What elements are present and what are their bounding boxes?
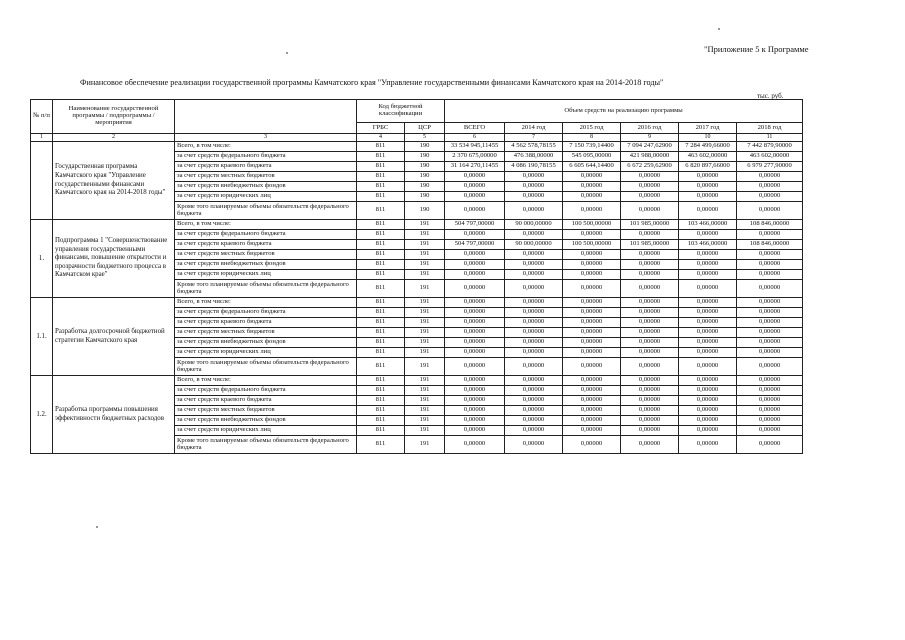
csr-cell: 191 bbox=[405, 240, 445, 250]
year-2016-cell: 0,00000 bbox=[621, 250, 679, 260]
total-cell: 0,00000 bbox=[445, 182, 505, 192]
total-cell: 0,00000 bbox=[445, 318, 505, 328]
year-2015-cell: 0,00000 bbox=[563, 426, 621, 436]
column-number: 7 bbox=[505, 134, 563, 142]
year-2014-cell: 0,00000 bbox=[505, 280, 563, 298]
year-2017-cell: 0,00000 bbox=[679, 182, 737, 192]
grbs-cell: 811 bbox=[357, 220, 405, 230]
header-volume: Объем средств на реализацию программы bbox=[445, 100, 803, 123]
total-cell: 2 370 675,00000 bbox=[445, 152, 505, 162]
header-name: Наименование государственной программы / подпрограммы / мероприятия bbox=[53, 100, 175, 134]
total-cell: 0,00000 bbox=[445, 328, 505, 338]
total-cell: 0,00000 bbox=[445, 270, 505, 280]
year-2015-cell: 0,00000 bbox=[563, 308, 621, 318]
csr-cell: 190 bbox=[405, 192, 445, 202]
grbs-cell: 811 bbox=[357, 270, 405, 280]
table-row bbox=[31, 142, 803, 152]
year-2014-cell: 0,00000 bbox=[505, 348, 563, 358]
table-body bbox=[31, 142, 803, 454]
year-2016-cell: 0,00000 bbox=[621, 308, 679, 318]
header-year-2017: 2017 год bbox=[679, 123, 737, 134]
year-2018-cell: 0,00000 bbox=[737, 298, 803, 308]
year-2016-cell: 6 672 259,62900 bbox=[621, 162, 679, 172]
year-2014-cell: 0,00000 bbox=[505, 230, 563, 240]
year-2015-cell: 545 095,00000 bbox=[563, 152, 621, 162]
year-2016-cell: 0,00000 bbox=[621, 396, 679, 406]
year-2018-cell: 0,00000 bbox=[737, 318, 803, 328]
total-cell: 0,00000 bbox=[445, 376, 505, 386]
column-number: 2 bbox=[53, 134, 175, 142]
csr-cell: 191 bbox=[405, 348, 445, 358]
funding-source: за счет средств местных бюджетов bbox=[175, 172, 357, 182]
grbs-cell: 811 bbox=[357, 416, 405, 426]
year-2017-cell: 7 284 499,66000 bbox=[679, 142, 737, 152]
funding-source: Всего, в том числе: bbox=[175, 220, 357, 230]
year-2016-cell: 101 985,00000 bbox=[621, 240, 679, 250]
year-2015-cell: 6 605 644,14400 bbox=[563, 162, 621, 172]
year-2015-cell: 0,00000 bbox=[563, 280, 621, 298]
grbs-cell: 811 bbox=[357, 318, 405, 328]
funding-source: за счет средств внебюджетных фондов bbox=[175, 182, 357, 192]
year-2018-cell: 0,00000 bbox=[737, 308, 803, 318]
csr-cell: 191 bbox=[405, 250, 445, 260]
total-cell: 0,00000 bbox=[445, 202, 505, 220]
year-2014-cell: 0,00000 bbox=[505, 406, 563, 416]
year-2018-cell: 0,00000 bbox=[737, 182, 803, 192]
funding-source: Кроме того планируемые объемы обязательств федерального бюджета bbox=[175, 280, 357, 298]
total-cell: 33 534 945,11455 bbox=[445, 142, 505, 152]
units-label: тыс. руб. bbox=[757, 92, 784, 100]
total-cell: 0,00000 bbox=[445, 406, 505, 416]
funding-source: Всего, в том числе: bbox=[175, 298, 357, 308]
csr-cell: 191 bbox=[405, 426, 445, 436]
year-2016-cell: 0,00000 bbox=[621, 318, 679, 328]
csr-cell: 191 bbox=[405, 220, 445, 230]
year-2018-cell: 108 846,00000 bbox=[737, 220, 803, 230]
year-2017-cell: 0,00000 bbox=[679, 328, 737, 338]
year-2016-cell: 101 985,00000 bbox=[621, 220, 679, 230]
year-2015-cell: 0,00000 bbox=[563, 230, 621, 240]
table-row bbox=[31, 376, 803, 386]
year-2014-cell: 0,00000 bbox=[505, 298, 563, 308]
header-grbs: ГРБС bbox=[357, 123, 405, 134]
csr-cell: 191 bbox=[405, 406, 445, 416]
year-2016-cell: 0,00000 bbox=[621, 436, 679, 454]
year-2017-cell: 0,00000 bbox=[679, 416, 737, 426]
total-cell: 0,00000 bbox=[445, 396, 505, 406]
header-total: ВСЕГО bbox=[445, 123, 505, 134]
year-2015-cell: 0,00000 bbox=[563, 406, 621, 416]
row-index bbox=[31, 142, 53, 220]
year-2017-cell: 0,00000 bbox=[679, 358, 737, 376]
scan-speck bbox=[718, 28, 720, 30]
total-cell: 0,00000 bbox=[445, 192, 505, 202]
year-2014-cell: 0,00000 bbox=[505, 250, 563, 260]
year-2014-cell: 0,00000 bbox=[505, 338, 563, 348]
year-2016-cell: 421 988,00000 bbox=[621, 152, 679, 162]
year-2017-cell: 103 466,00000 bbox=[679, 240, 737, 250]
grbs-cell: 811 bbox=[357, 348, 405, 358]
year-2014-cell: 0,00000 bbox=[505, 270, 563, 280]
header-year-2015: 2015 год bbox=[563, 123, 621, 134]
column-number: 5 bbox=[405, 134, 445, 142]
column-number: 10 bbox=[679, 134, 737, 142]
financing-table bbox=[30, 99, 803, 454]
year-2017-cell: 0,00000 bbox=[679, 270, 737, 280]
year-2015-cell: 0,00000 bbox=[563, 318, 621, 328]
csr-cell: 190 bbox=[405, 172, 445, 182]
column-number: 1 bbox=[31, 134, 53, 142]
year-2017-cell: 0,00000 bbox=[679, 406, 737, 416]
funding-source: Кроме того планируемые объемы обязательств федерального бюджета bbox=[175, 202, 357, 220]
column-number: 9 bbox=[621, 134, 679, 142]
total-cell: 504 797,00000 bbox=[445, 220, 505, 230]
year-2016-cell: 0,00000 bbox=[621, 426, 679, 436]
funding-source: за счет средств краевого бюджета bbox=[175, 162, 357, 172]
year-2015-cell: 0,00000 bbox=[563, 358, 621, 376]
year-2015-cell: 0,00000 bbox=[563, 270, 621, 280]
year-2015-cell: 100 500,00000 bbox=[563, 240, 621, 250]
year-2014-cell: 90 000,00000 bbox=[505, 240, 563, 250]
grbs-cell: 811 bbox=[357, 426, 405, 436]
year-2017-cell: 0,00000 bbox=[679, 386, 737, 396]
year-2018-cell: 7 442 879,90000 bbox=[737, 142, 803, 152]
year-2017-cell: 463 602,00000 bbox=[679, 152, 737, 162]
year-2015-cell: 0,00000 bbox=[563, 202, 621, 220]
grbs-cell: 811 bbox=[357, 328, 405, 338]
csr-cell: 191 bbox=[405, 416, 445, 426]
year-2015-cell: 0,00000 bbox=[563, 416, 621, 426]
year-2016-cell: 0,00000 bbox=[621, 230, 679, 240]
year-2015-cell: 0,00000 bbox=[563, 250, 621, 260]
grbs-cell: 811 bbox=[357, 396, 405, 406]
total-cell: 0,00000 bbox=[445, 426, 505, 436]
year-2016-cell: 0,00000 bbox=[621, 260, 679, 270]
year-2018-cell: 0,00000 bbox=[737, 396, 803, 406]
scan-speck bbox=[286, 52, 288, 54]
year-2018-cell: 0,00000 bbox=[737, 250, 803, 260]
csr-cell: 191 bbox=[405, 270, 445, 280]
year-2015-cell: 0,00000 bbox=[563, 182, 621, 192]
total-cell: 0,00000 bbox=[445, 416, 505, 426]
total-cell: 0,00000 bbox=[445, 230, 505, 240]
csr-cell: 191 bbox=[405, 328, 445, 338]
total-cell: 0,00000 bbox=[445, 386, 505, 396]
funding-source: за счет средств краевого бюджета bbox=[175, 396, 357, 406]
year-2016-cell: 0,00000 bbox=[621, 192, 679, 202]
funding-source: за счет средств федерального бюджета bbox=[175, 152, 357, 162]
grbs-cell: 811 bbox=[357, 338, 405, 348]
grbs-cell: 811 bbox=[357, 406, 405, 416]
year-2018-cell: 0,00000 bbox=[737, 260, 803, 270]
funding-source: за счет средств юридических лиц bbox=[175, 192, 357, 202]
year-2014-cell: 0,00000 bbox=[505, 386, 563, 396]
funding-source: за счет средств краевого бюджета bbox=[175, 318, 357, 328]
grbs-cell: 811 bbox=[357, 192, 405, 202]
year-2017-cell: 0,00000 bbox=[679, 172, 737, 182]
year-2018-cell: 108 846,00000 bbox=[737, 240, 803, 250]
year-2018-cell: 0,00000 bbox=[737, 328, 803, 338]
year-2015-cell: 0,00000 bbox=[563, 338, 621, 348]
total-cell: 0,00000 bbox=[445, 338, 505, 348]
grbs-cell: 811 bbox=[357, 386, 405, 396]
year-2018-cell: 0,00000 bbox=[737, 172, 803, 182]
year-2015-cell: 100 500,00000 bbox=[563, 220, 621, 230]
header-year-2016: 2016 год bbox=[621, 123, 679, 134]
year-2014-cell: 0,00000 bbox=[505, 358, 563, 376]
grbs-cell: 811 bbox=[357, 240, 405, 250]
header-source bbox=[175, 100, 357, 134]
program-name: Государственная программа Камчатского края "Управление государственными финансами Камчатского края на 2014-2018 годы" bbox=[53, 142, 175, 220]
funding-source: за счет средств юридических лиц bbox=[175, 348, 357, 358]
grbs-cell: 811 bbox=[357, 436, 405, 454]
year-2015-cell: 7 150 739,14400 bbox=[563, 142, 621, 152]
year-2014-cell: 476 388,00000 bbox=[505, 152, 563, 162]
header-classification: Код бюджетной классификации bbox=[357, 100, 445, 123]
year-2014-cell: 0,00000 bbox=[505, 182, 563, 192]
grbs-cell: 811 bbox=[357, 202, 405, 220]
csr-cell: 191 bbox=[405, 298, 445, 308]
total-cell: 0,00000 bbox=[445, 308, 505, 318]
grbs-cell: 811 bbox=[357, 142, 405, 152]
year-2017-cell: 6 820 897,66000 bbox=[679, 162, 737, 172]
year-2016-cell: 0,00000 bbox=[621, 202, 679, 220]
year-2016-cell: 0,00000 bbox=[621, 376, 679, 386]
year-2016-cell: 0,00000 bbox=[621, 348, 679, 358]
year-2018-cell: 0,00000 bbox=[737, 358, 803, 376]
year-2018-cell: 0,00000 bbox=[737, 202, 803, 220]
year-2014-cell: 0,00000 bbox=[505, 318, 563, 328]
total-cell: 0,00000 bbox=[445, 358, 505, 376]
year-2016-cell: 0,00000 bbox=[621, 298, 679, 308]
total-cell: 0,00000 bbox=[445, 298, 505, 308]
table-row bbox=[31, 298, 803, 308]
year-2016-cell: 0,00000 bbox=[621, 358, 679, 376]
year-2018-cell: 0,00000 bbox=[737, 280, 803, 298]
year-2014-cell: 0,00000 bbox=[505, 396, 563, 406]
year-2016-cell: 0,00000 bbox=[621, 328, 679, 338]
year-2015-cell: 0,00000 bbox=[563, 436, 621, 454]
year-2015-cell: 0,00000 bbox=[563, 348, 621, 358]
funding-source: за счет средств местных бюджетов bbox=[175, 250, 357, 260]
csr-cell: 191 bbox=[405, 318, 445, 328]
year-2018-cell: 0,00000 bbox=[737, 348, 803, 358]
year-2014-cell: 0,00000 bbox=[505, 260, 563, 270]
csr-cell: 191 bbox=[405, 260, 445, 270]
grbs-cell: 811 bbox=[357, 376, 405, 386]
funding-source: Всего, в том числе: bbox=[175, 142, 357, 152]
year-2017-cell: 0,00000 bbox=[679, 260, 737, 270]
year-2018-cell: 0,00000 bbox=[737, 406, 803, 416]
funding-source: за счет средств краевого бюджета bbox=[175, 240, 357, 250]
year-2017-cell: 0,00000 bbox=[679, 318, 737, 328]
year-2017-cell: 0,00000 bbox=[679, 338, 737, 348]
funding-source: за счет средств юридических лиц bbox=[175, 426, 357, 436]
csr-cell: 190 bbox=[405, 142, 445, 152]
year-2018-cell: 0,00000 bbox=[737, 230, 803, 240]
year-2014-cell: 0,00000 bbox=[505, 416, 563, 426]
year-2015-cell: 0,00000 bbox=[563, 260, 621, 270]
year-2016-cell: 0,00000 bbox=[621, 270, 679, 280]
year-2018-cell: 6 979 277,90000 bbox=[737, 162, 803, 172]
year-2014-cell: 4 562 578,78155 bbox=[505, 142, 563, 152]
grbs-cell: 811 bbox=[357, 358, 405, 376]
header-csr: ЦСР bbox=[405, 123, 445, 134]
funding-source: Всего, в том числе: bbox=[175, 376, 357, 386]
year-2016-cell: 0,00000 bbox=[621, 172, 679, 182]
year-2017-cell: 0,00000 bbox=[679, 298, 737, 308]
csr-cell: 191 bbox=[405, 308, 445, 318]
funding-source: за счет средств внебюджетных фондов bbox=[175, 416, 357, 426]
year-2016-cell: 0,00000 bbox=[621, 416, 679, 426]
year-2015-cell: 0,00000 bbox=[563, 376, 621, 386]
year-2014-cell: 4 086 190,78155 bbox=[505, 162, 563, 172]
column-number: 8 bbox=[563, 134, 621, 142]
grbs-cell: 811 bbox=[357, 172, 405, 182]
total-cell: 0,00000 bbox=[445, 436, 505, 454]
year-2015-cell: 0,00000 bbox=[563, 172, 621, 182]
year-2015-cell: 0,00000 bbox=[563, 386, 621, 396]
row-index: 1.2. bbox=[31, 376, 53, 454]
csr-cell: 191 bbox=[405, 280, 445, 298]
document-title: Финансовое обеспечение реализации государственной программы Камчатского края "Управление государственными финансами Камчатского края на 2014-2018 годы" bbox=[80, 78, 664, 87]
csr-cell: 191 bbox=[405, 376, 445, 386]
grbs-cell: 811 bbox=[357, 260, 405, 270]
csr-cell: 191 bbox=[405, 230, 445, 240]
csr-cell: 191 bbox=[405, 396, 445, 406]
row-index: 1. bbox=[31, 220, 53, 298]
funding-source: за счет средств федерального бюджета bbox=[175, 230, 357, 240]
grbs-cell: 811 bbox=[357, 308, 405, 318]
total-cell: 0,00000 bbox=[445, 348, 505, 358]
funding-source: за счет средств юридических лиц bbox=[175, 270, 357, 280]
csr-cell: 191 bbox=[405, 436, 445, 454]
year-2015-cell: 0,00000 bbox=[563, 396, 621, 406]
total-cell: 0,00000 bbox=[445, 250, 505, 260]
year-2017-cell: 0,00000 bbox=[679, 202, 737, 220]
table-row bbox=[31, 220, 803, 230]
funding-source: за счет средств местных бюджетов bbox=[175, 328, 357, 338]
program-name: Подпрограмма 1 "Совершенствование управления государственными финансами, повышение открытости и прозрачности бюджетного процесса в Камчатском крае" bbox=[53, 220, 175, 298]
year-2015-cell: 0,00000 bbox=[563, 192, 621, 202]
year-2017-cell: 0,00000 bbox=[679, 192, 737, 202]
grbs-cell: 811 bbox=[357, 298, 405, 308]
csr-cell: 190 bbox=[405, 182, 445, 192]
csr-cell: 191 bbox=[405, 358, 445, 376]
year-2016-cell: 7 094 247,62900 bbox=[621, 142, 679, 152]
year-2015-cell: 0,00000 bbox=[563, 298, 621, 308]
row-index: 1.1. bbox=[31, 298, 53, 376]
scan-speck bbox=[96, 526, 98, 528]
year-2017-cell: 0,00000 bbox=[679, 348, 737, 358]
grbs-cell: 811 bbox=[357, 182, 405, 192]
column-number: 4 bbox=[357, 134, 405, 142]
year-2018-cell: 0,00000 bbox=[737, 386, 803, 396]
year-2016-cell: 0,00000 bbox=[621, 338, 679, 348]
year-2017-cell: 0,00000 bbox=[679, 436, 737, 454]
year-2018-cell: 0,00000 bbox=[737, 270, 803, 280]
year-2016-cell: 0,00000 bbox=[621, 406, 679, 416]
year-2017-cell: 0,00000 bbox=[679, 250, 737, 260]
year-2017-cell: 0,00000 bbox=[679, 280, 737, 298]
year-2017-cell: 0,00000 bbox=[679, 396, 737, 406]
year-2014-cell: 0,00000 bbox=[505, 376, 563, 386]
year-2015-cell: 0,00000 bbox=[563, 328, 621, 338]
csr-cell: 191 bbox=[405, 386, 445, 396]
year-2014-cell: 0,00000 bbox=[505, 436, 563, 454]
funding-source: Кроме того планируемые объемы обязательств федерального бюджета bbox=[175, 358, 357, 376]
year-2014-cell: 0,00000 bbox=[505, 172, 563, 182]
program-name: Разработка программы повышения эффективности бюджетных расходов bbox=[53, 376, 175, 454]
year-2014-cell: 0,00000 bbox=[505, 308, 563, 318]
year-2014-cell: 0,00000 bbox=[505, 328, 563, 338]
grbs-cell: 811 bbox=[357, 152, 405, 162]
grbs-cell: 811 bbox=[357, 280, 405, 298]
year-2017-cell: 0,00000 bbox=[679, 308, 737, 318]
header-year-2018: 2018 год bbox=[737, 123, 803, 134]
funding-source: за счет средств федерального бюджета bbox=[175, 386, 357, 396]
grbs-cell: 811 bbox=[357, 162, 405, 172]
year-2018-cell: 463 602,00000 bbox=[737, 152, 803, 162]
header-year-2014: 2014 год bbox=[505, 123, 563, 134]
year-2017-cell: 0,00000 bbox=[679, 426, 737, 436]
year-2018-cell: 0,00000 bbox=[737, 338, 803, 348]
year-2017-cell: 0,00000 bbox=[679, 376, 737, 386]
year-2016-cell: 0,00000 bbox=[621, 280, 679, 298]
funding-source: Кроме того планируемые объемы обязательств федерального бюджета bbox=[175, 436, 357, 454]
funding-source: за счет средств местных бюджетов bbox=[175, 406, 357, 416]
csr-cell: 191 bbox=[405, 338, 445, 348]
funding-source: за счет средств внебюджетных фондов bbox=[175, 260, 357, 270]
year-2014-cell: 0,00000 bbox=[505, 192, 563, 202]
program-name: Разработка долгосрочной бюджетной стратегии Камчатского края bbox=[53, 298, 175, 376]
column-number: 11 bbox=[737, 134, 803, 142]
year-2014-cell: 0,00000 bbox=[505, 202, 563, 220]
appendix-note: "Приложение 5 к Программе bbox=[704, 44, 809, 54]
grbs-cell: 811 bbox=[357, 250, 405, 260]
year-2017-cell: 0,00000 bbox=[679, 230, 737, 240]
year-2018-cell: 0,00000 bbox=[737, 436, 803, 454]
year-2018-cell: 0,00000 bbox=[737, 426, 803, 436]
csr-cell: 190 bbox=[405, 202, 445, 220]
year-2014-cell: 0,00000 bbox=[505, 426, 563, 436]
column-number: 6 bbox=[445, 134, 505, 142]
year-2014-cell: 90 000,00000 bbox=[505, 220, 563, 230]
csr-cell: 190 bbox=[405, 162, 445, 172]
total-cell: 31 164 270,11455 bbox=[445, 162, 505, 172]
total-cell: 0,00000 bbox=[445, 172, 505, 182]
grbs-cell: 811 bbox=[357, 230, 405, 240]
year-2018-cell: 0,00000 bbox=[737, 376, 803, 386]
funding-source: за счет средств федерального бюджета bbox=[175, 308, 357, 318]
year-2017-cell: 103 466,00000 bbox=[679, 220, 737, 230]
year-2018-cell: 0,00000 bbox=[737, 416, 803, 426]
column-number: 3 bbox=[175, 134, 357, 142]
total-cell: 504 797,00000 bbox=[445, 240, 505, 250]
csr-cell: 190 bbox=[405, 152, 445, 162]
header-num: № п/п bbox=[31, 100, 53, 134]
funding-source: за счет средств внебюджетных фондов bbox=[175, 338, 357, 348]
total-cell: 0,00000 bbox=[445, 280, 505, 298]
year-2016-cell: 0,00000 bbox=[621, 386, 679, 396]
year-2016-cell: 0,00000 bbox=[621, 182, 679, 192]
year-2018-cell: 0,00000 bbox=[737, 192, 803, 202]
total-cell: 0,00000 bbox=[445, 260, 505, 270]
